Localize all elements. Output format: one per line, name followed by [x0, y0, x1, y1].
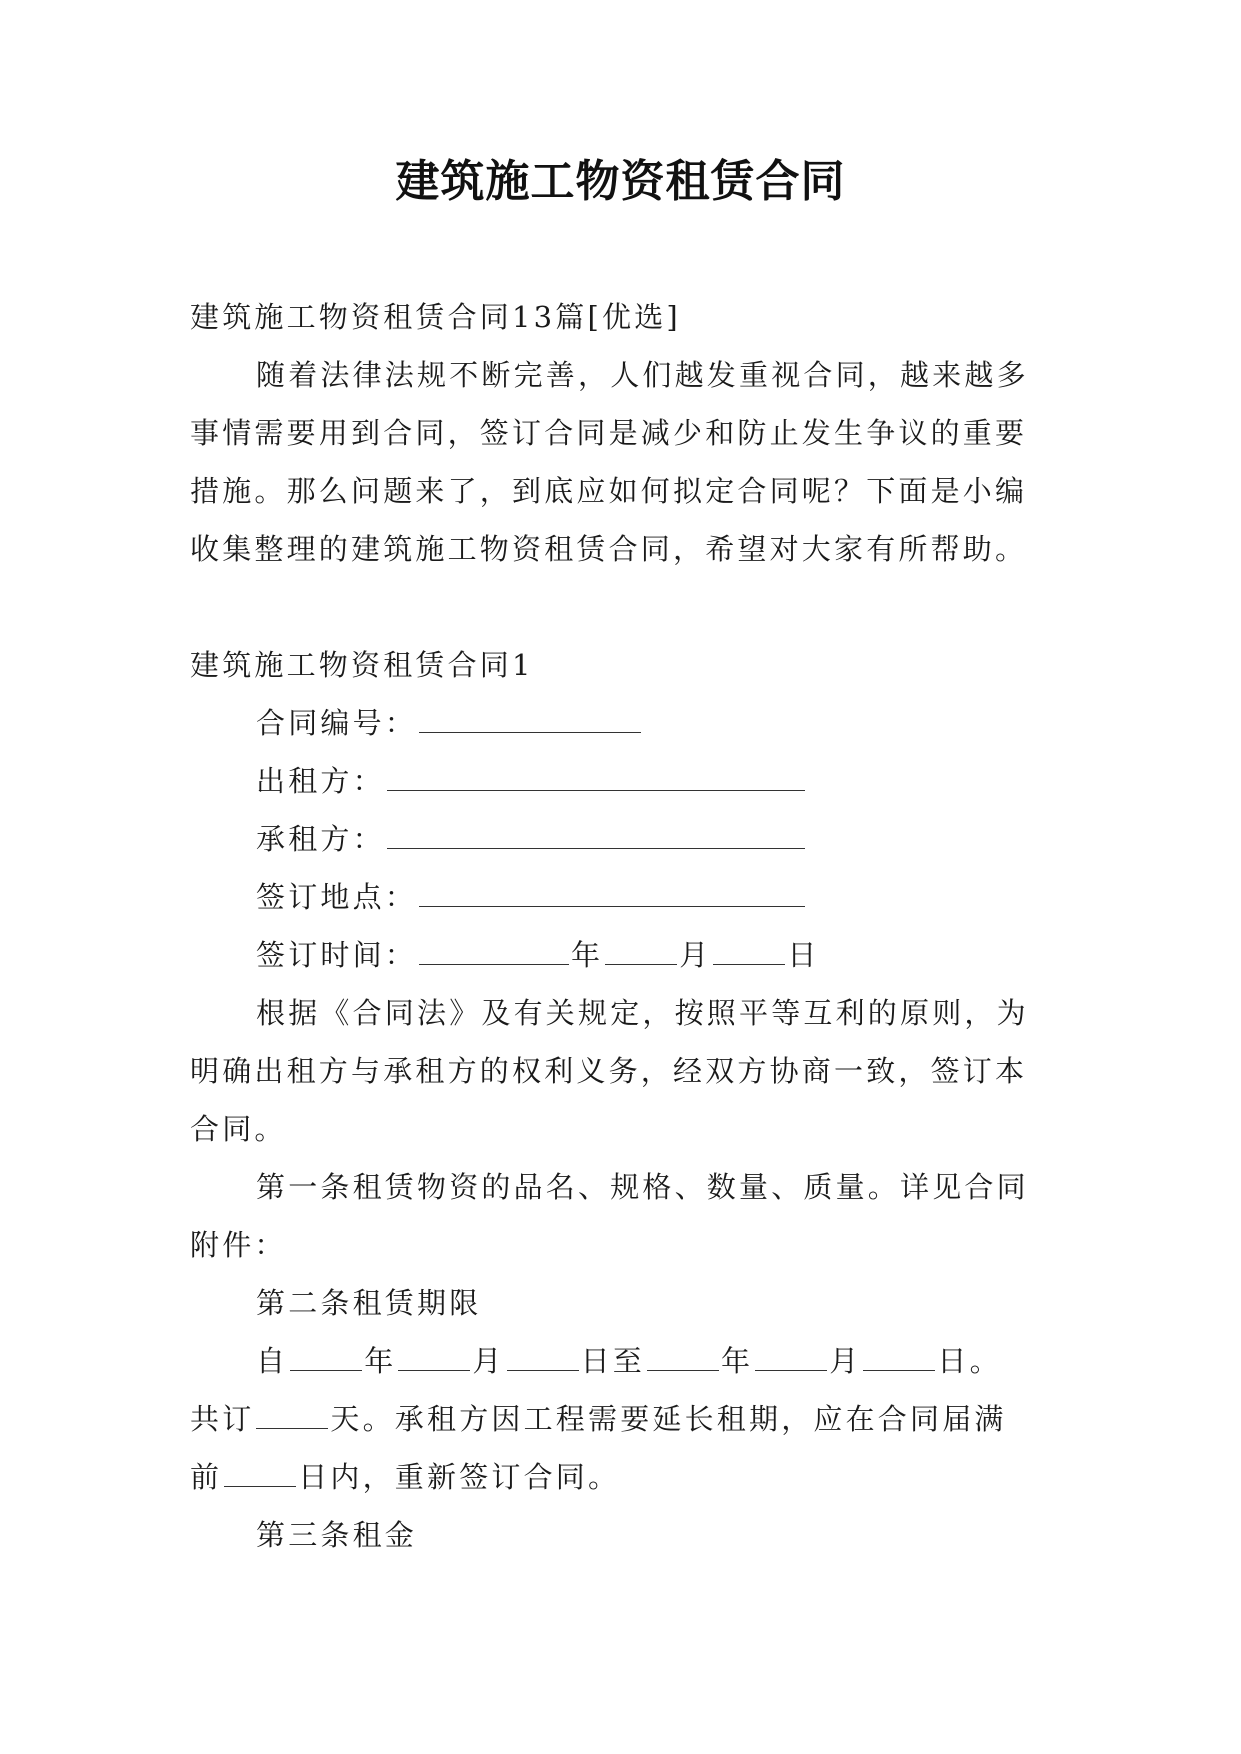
lease-period-line — [190, 1332, 1050, 1390]
before-label: 前 — [190, 1460, 223, 1494]
preamble-line: 明确出租方与承租方的权利义务，经双方协商一致，签订本 — [190, 1054, 1028, 1088]
signing-month-blank[interactable] — [605, 938, 677, 965]
article2-title: 第二条租赁期限 — [256, 1286, 482, 1320]
signing-time-field — [190, 926, 1050, 984]
year-label: 年 — [721, 1344, 754, 1378]
day-end-label: 日。 — [937, 1344, 1002, 1378]
total-days-blank[interactable] — [256, 1402, 328, 1429]
day-label: 日 — [787, 938, 820, 972]
renewal-text: 日内，重新签订合同。 — [298, 1460, 621, 1494]
signing-year-blank[interactable] — [419, 938, 569, 965]
extension-text: 天。承租方因工程需要延长租期，应在合同届满 — [330, 1402, 1007, 1436]
document-title: 建筑施工物资租赁合同 — [395, 156, 846, 207]
document-body — [190, 288, 1050, 1564]
end-month-blank[interactable] — [755, 1344, 827, 1371]
renewal-line — [190, 1448, 1050, 1506]
total-label: 共订 — [190, 1402, 255, 1436]
start-month-blank[interactable] — [398, 1344, 470, 1371]
month-label: 月 — [829, 1344, 862, 1378]
intro-line: 事情需要用到合同，签订合同是减少和防止发生争议的重要 — [190, 416, 1028, 450]
contract-number-field — [190, 694, 1050, 752]
lessor-label: 出租方： — [256, 764, 385, 798]
renewal-days-blank[interactable] — [224, 1460, 296, 1487]
signing-place-label: 签订地点： — [256, 880, 418, 914]
contract-number-blank[interactable] — [419, 706, 641, 733]
start-year-blank[interactable] — [290, 1344, 362, 1371]
paragraph-gap — [190, 578, 1050, 636]
signing-place-blank[interactable] — [419, 880, 805, 907]
month-label: 月 — [472, 1344, 505, 1378]
document-subtitle: 建筑施工物资租赁合同13篇[优选] — [190, 300, 681, 334]
end-day-blank[interactable] — [863, 1344, 935, 1371]
contract-number-label: 合同编号： — [256, 706, 418, 740]
lessee-field — [190, 810, 1050, 868]
intro-line: 随着法律法规不断完善，人们越发重视合同，越来越多 — [256, 358, 1029, 392]
lease-total-line — [190, 1390, 1050, 1448]
signing-time-label: 签订时间： — [256, 938, 418, 972]
signing-place-field — [190, 868, 1050, 926]
article1-line: 附件： — [190, 1228, 287, 1262]
preamble-line: 合同。 — [190, 1112, 287, 1146]
intro-line: 措施。那么问题来了，到底应如何拟定合同呢？下面是小编 — [190, 474, 1028, 508]
intro-line: 收集整理的建筑施工物资租赁合同，希望对大家有所帮助。 — [190, 532, 1028, 566]
lessee-blank[interactable] — [387, 822, 805, 849]
day-to-label: 日至 — [580, 1344, 646, 1378]
year-label: 年 — [364, 1344, 397, 1378]
article1-line: 第一条租赁物资的品名、规格、数量、质量。详见合同 — [256, 1170, 1029, 1204]
from-label: 自 — [256, 1344, 289, 1378]
lessor-field — [190, 752, 1050, 810]
section-title: 建筑施工物资租赁合同1 — [190, 648, 534, 682]
year-label: 年 — [571, 938, 604, 972]
end-year-blank[interactable] — [647, 1344, 719, 1371]
preamble-line: 根据《合同法》及有关规定，按照平等互利的原则，为 — [256, 996, 1029, 1030]
lessor-blank[interactable] — [387, 764, 805, 791]
start-day-blank[interactable] — [507, 1344, 579, 1371]
month-label: 月 — [679, 938, 712, 972]
article3-title: 第三条租金 — [256, 1518, 418, 1552]
lessee-label: 承租方： — [256, 822, 385, 856]
signing-day-blank[interactable] — [713, 938, 785, 965]
